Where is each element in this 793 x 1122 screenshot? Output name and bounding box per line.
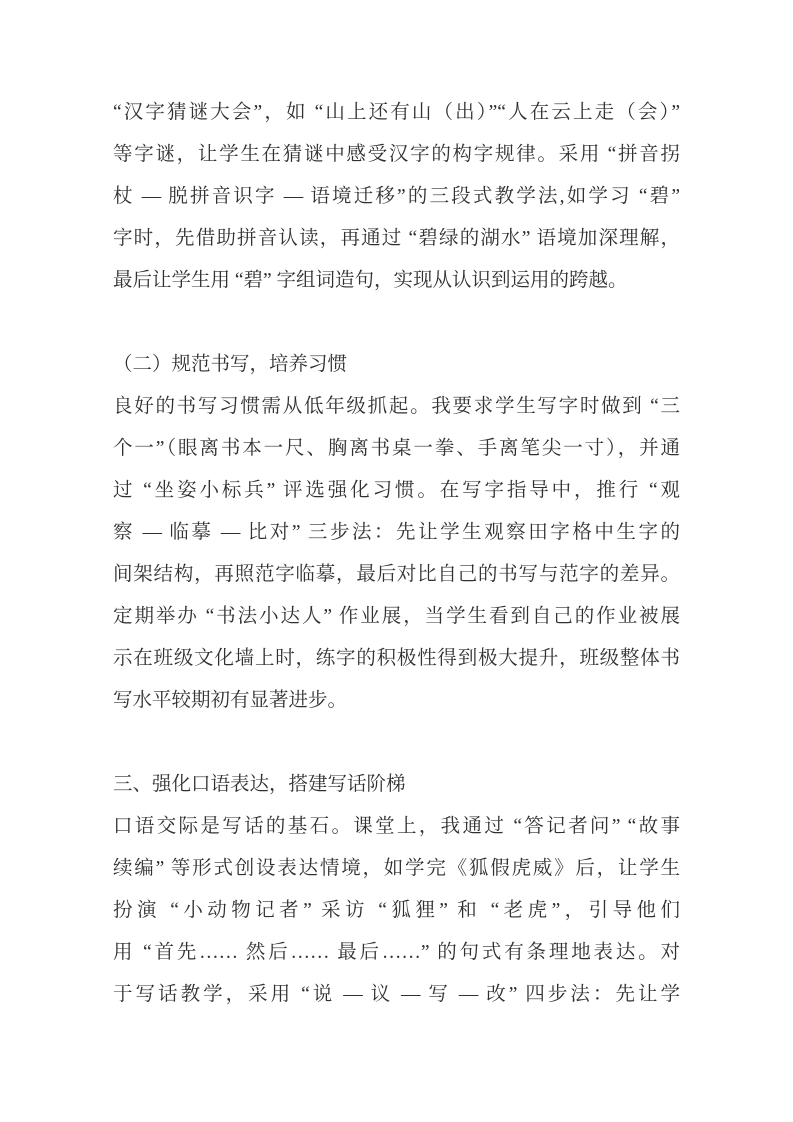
paragraph: [113, 92, 680, 302]
text-line: 等字谜，让学生在猜谜中感受汉字的构字规律。采用 “拼音拐: [113, 144, 680, 165]
text-line: 察 — 临摹 — 比对” 三步法：先让学生观察田字格中生字的: [113, 522, 680, 543]
text-line: 口语交际是写话的基石。课堂上，我通过 “答记者问” “故事: [113, 816, 680, 837]
text-line: 示在班级文化墙上时，练字的积极性得到极大提升，班级整体书: [113, 648, 680, 669]
paragraph: [113, 386, 680, 722]
text-line: 过 “坐姿小标兵” 评选强化习惯。在写字指导中，推行 “观: [113, 480, 680, 501]
text-line: 写水平较期初有显著进步。: [113, 690, 348, 711]
text-line: 续编” 等形式创设表达情境，如学完《狐假虎威》后，让学生: [113, 858, 680, 879]
text-line: 最后让学生用 “碧” 字组词造句，实现从认识到运用的跨越。: [113, 270, 628, 291]
text-line: 间架结构，再照范字临摹，最后对比自己的书写与范字的差异。: [113, 564, 680, 585]
text-line: “汉字猜谜大会”，如 “山上还有山（出）”“人在云上走（会）”: [113, 102, 680, 123]
section-heading: （二）规范书写，培养习惯: [113, 354, 348, 375]
text-line: 定期举办 “书法小达人” 作业展，当学生看到自己的作业被展: [113, 606, 680, 627]
text-line: 杖 — 脱拼音识字 — 语境迁移”的三段式教学法,如学习 “碧”: [113, 186, 680, 207]
text-line: 字时，先借助拼音认读，再通过 “碧绿的湖水” 语境加深理解，: [113, 228, 680, 249]
text-line: 个一”（眼离书本一尺、胸离书桌一拳、手离笔尖一寸），并通: [113, 438, 680, 459]
text-line: 扮演 “小动物记者” 采访 “狐狸” 和 “老虎”，引导他们: [113, 900, 680, 921]
text-line: 良好的书写习惯需从低年级抓起。我要求学生写字时做到 “三: [113, 396, 680, 417]
text-line: 用 “首先…… 然后…… 最后……” 的句式有条理地表达。对: [113, 942, 680, 963]
section-heading: 三、强化口语表达，搭建写话阶梯: [113, 774, 406, 795]
paragraph: [113, 806, 680, 1016]
text-line: 于写话教学，采用 “说 — 议 — 写 — 改” 四步法：先让学: [113, 984, 680, 1005]
